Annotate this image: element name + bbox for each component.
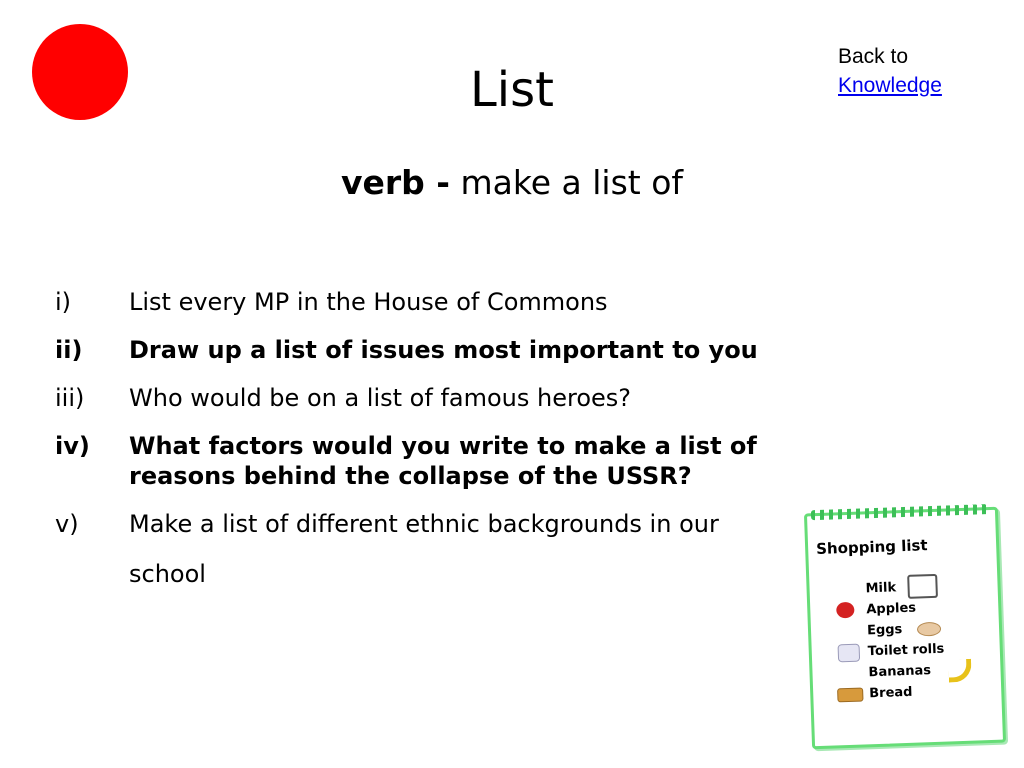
shopping-list-title: Shopping list (815, 536, 928, 559)
item-text: What factors would you write to make a list of reasons behind the collapse of the USSR? (129, 432, 757, 490)
shopping-list-image (804, 507, 1006, 750)
shopping-item-label: Apples (866, 600, 917, 618)
definition-line (0, 163, 1024, 202)
shopping-items (865, 576, 946, 705)
back-prefix-text: Back to (838, 45, 909, 68)
definition-text: make a list of (460, 163, 684, 202)
shopping-item (868, 660, 945, 684)
knowledge-link[interactable]: Knowledge (838, 74, 942, 97)
bread-icon (837, 688, 863, 703)
item-text: Who would be on a list of famous heroes? (129, 384, 632, 412)
shopping-item (867, 639, 944, 663)
shopping-item (865, 576, 942, 600)
list-item (55, 335, 935, 365)
part-of-speech: verb - (340, 163, 450, 202)
list-item (55, 383, 935, 413)
shopping-item-label: Eggs (866, 622, 903, 639)
shopping-item-label: Toilet rolls (867, 641, 945, 660)
banana-icon (948, 659, 972, 683)
item-number: iv) (55, 432, 90, 460)
item-number: iii) (55, 384, 85, 412)
shopping-item-label: Bananas (868, 663, 932, 681)
milk-icon (907, 574, 938, 599)
eggs-icon (917, 622, 941, 637)
shopping-item (866, 597, 943, 621)
shopping-item-label: Bread (869, 684, 913, 702)
item-number: v) (55, 510, 79, 538)
item-number: i) (55, 288, 72, 316)
page-title: List (470, 62, 554, 118)
shopping-item (869, 681, 946, 705)
list-item (55, 287, 935, 317)
list-item (55, 431, 935, 491)
shopping-item-label: Milk (865, 580, 897, 597)
shopping-item (867, 618, 944, 642)
question-list (55, 287, 935, 617)
toilet-roll-icon (838, 644, 861, 663)
item-text: Make a list of different ethnic backgrounds in our school (129, 510, 719, 588)
item-number: ii) (55, 336, 83, 364)
list-item (55, 509, 935, 599)
item-text: Draw up a list of issues most important to you (129, 336, 758, 364)
item-text: List every MP in the House of Commons (129, 288, 608, 316)
apple-icon (836, 602, 855, 619)
